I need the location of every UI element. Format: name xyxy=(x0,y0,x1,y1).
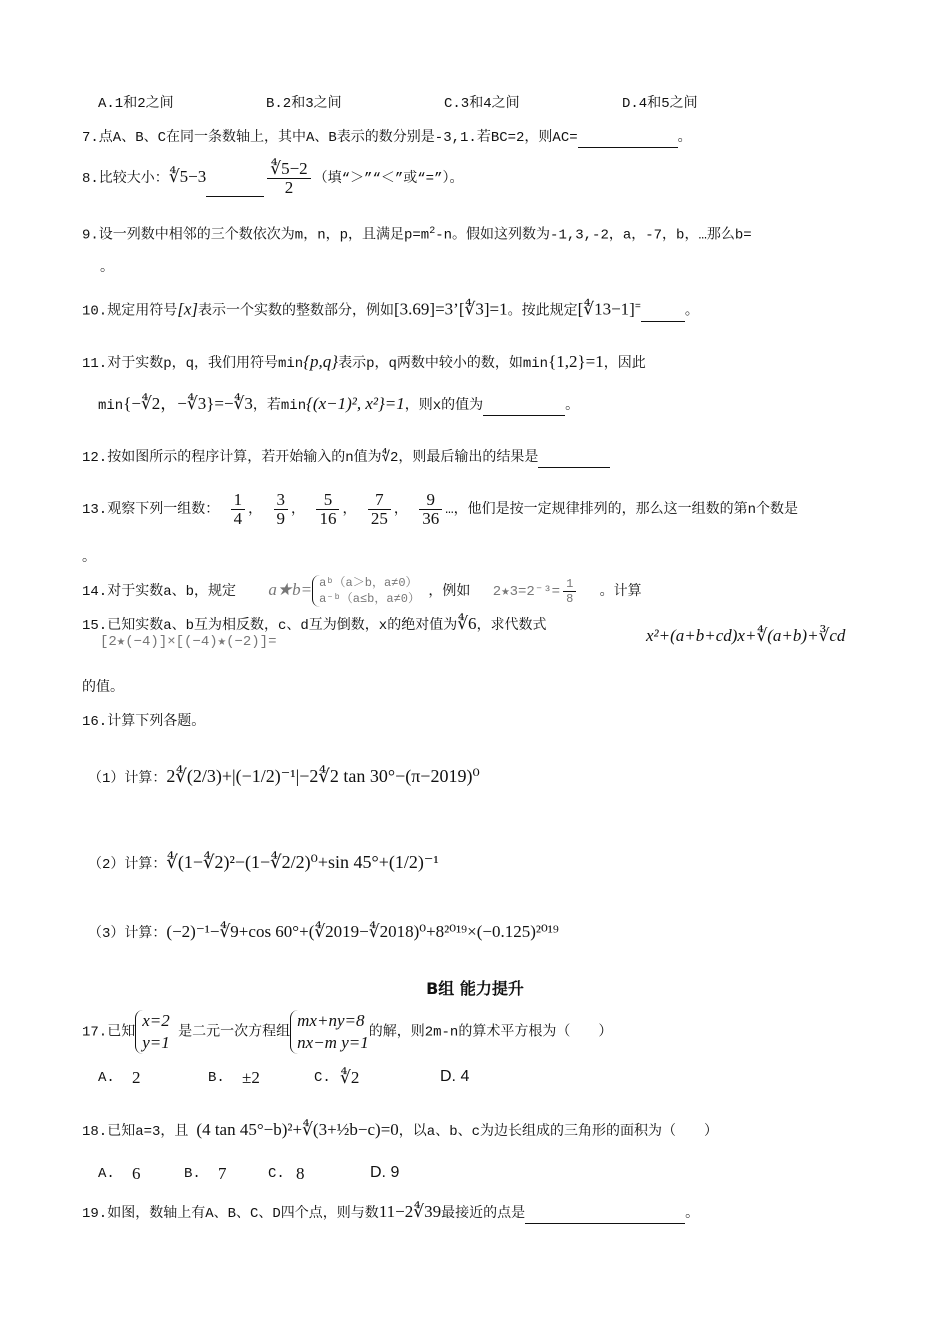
question-18 xyxy=(82,1120,718,1142)
q10-answer-blank xyxy=(641,311,685,322)
q18-option-a: 6 xyxy=(132,1164,141,1183)
q16-part-1 xyxy=(88,766,480,789)
q8-prefix: 8.比较大小： xyxy=(82,171,169,188)
q8-left-expr: ∜5−3 xyxy=(168,167,207,187)
q8-frac-num: ∜5−2 xyxy=(267,160,310,179)
q16-p2-label: （2）计算： xyxy=(88,857,167,873)
q16-p3-expr: (−2)⁻¹−∜9+cos 60°+(∜2019−∜2018)⁰+8²⁰¹⁹×(−0.125)²⁰¹⁹ xyxy=(166,922,559,941)
q13-frac-5-num: 9 xyxy=(419,491,442,510)
q14-tail: 。计算 xyxy=(599,584,642,600)
q13-frac-3-den: 16 xyxy=(319,508,337,528)
q8-suffix: （填“＞”“＜”或“=”）。 xyxy=(313,171,464,188)
q14-example-label: ，例如 xyxy=(428,584,471,600)
q16-p1-expr: 2∜(2/3)+|(−1/2)⁻¹|−2∜2 tan 30°−(π−2019)⁰ xyxy=(166,766,480,786)
q17-option-a-label: A. xyxy=(98,1070,115,1086)
q18-option-b: 7 xyxy=(218,1164,227,1183)
q13-suffix: …，他们是按一定规律排列的，那么这一组数的第n个数是 xyxy=(445,502,799,518)
q17-prefix: 17.已知 xyxy=(82,1024,136,1041)
question-13: 13.观察下列一组数： $\frac{1}{4}$ ， $\frac{3}{9}$ ， $\frac{5}{16}$ ， $\frac{7}{25}$ ， $\frac{9}{36}$ …，他们是按一定规律排列的，那么这一组数的第n个数是 xyxy=(82,489,799,528)
q10-example-2: [∜3]=1 xyxy=(458,299,508,319)
q8-frac-den: 2 xyxy=(284,178,294,197)
q14-example-num: 1 xyxy=(563,577,576,592)
question-10 xyxy=(82,298,699,322)
q17-option-b-label: B. xyxy=(208,1070,225,1086)
q13-frac-1-num: 1 xyxy=(231,491,246,510)
q14-case-1: aᵇ（a＞b，a≠0） xyxy=(319,576,418,591)
q11-min-label: min xyxy=(98,398,124,414)
q17-option-c: ∜2 xyxy=(340,1068,360,1087)
q15-text: 15.已知实数a、b互为相反数，c、d互为倒数，x的绝对值为 xyxy=(82,618,458,634)
q17-mid: 是二元一次方程组 xyxy=(178,1024,291,1041)
q18-suffix: ，以a、b、c为边长组成的三角形的面积为（ ） xyxy=(398,1124,718,1140)
question-14 xyxy=(82,572,642,610)
q15-line2: 的值。 xyxy=(82,680,124,696)
q18-option-d: D. 9 xyxy=(370,1164,400,1181)
q9-line2: 。 xyxy=(100,260,114,276)
q19-expr: 11−2∜39 xyxy=(378,1202,442,1221)
q15-mid: ，求代数式 xyxy=(476,618,547,634)
q17-equation-1: mx+ny=8 xyxy=(297,1011,365,1030)
q9-line1b: -n。假如这列数为-1,3,-2，a，-7，b，…那么b= xyxy=(435,227,752,244)
q18-prefix: 18.已知a=3，且 xyxy=(82,1124,189,1140)
q17-option-c-label: C. xyxy=(314,1070,331,1086)
q6-option-c: C.3和4之间 xyxy=(444,96,520,112)
q13-frac-2-den: 9 xyxy=(276,508,286,528)
q10-mid2: 。按此规定 xyxy=(507,303,578,320)
q17-solution-x: x=2 xyxy=(142,1011,170,1030)
q13-frac-5-den: 36 xyxy=(422,508,440,528)
q12-answer-blank xyxy=(538,451,610,468)
q17-option-d: D. 4 xyxy=(440,1068,470,1085)
q11-example: {1,2}=1 xyxy=(548,352,604,371)
q16-p2-expr: ∜(1−∜2)²−(1−∜2/2)⁰+sin 45°+(1/2)⁻¹ xyxy=(166,852,439,872)
q17-suffix: 的解，则2m-n的算术平方根为（ ） xyxy=(368,1024,613,1041)
q18-option-c-label: C. xyxy=(268,1166,285,1182)
q11-condition-label: ，若min xyxy=(252,398,307,414)
q14-prefix: 14.对于实数a、b，规定 xyxy=(82,584,237,600)
q11-set-pq: {p,q} xyxy=(303,352,339,371)
q10-symbol: [x] xyxy=(177,299,198,319)
q13-frac-4-den: 25 xyxy=(370,508,388,528)
section-b-heading: B组 能力提升 xyxy=(426,979,524,998)
q7-text: 7.点A、B、C在同一条数轴上，其中A、B表示的数分别是-3,1.若BC=2，则AC= xyxy=(82,130,578,146)
q13-frac-1-den: 4 xyxy=(233,508,243,528)
q17-option-b: ±2 xyxy=(242,1068,260,1087)
q18-expr: (4 tan 45°−b)²+∜(3+½b−c)=0 xyxy=(196,1120,399,1139)
q7-answer-blank xyxy=(578,131,678,148)
question-11-line2 xyxy=(98,394,579,416)
q17-option-a: 2 xyxy=(132,1068,141,1087)
q19-suffix: 最接近的点是 xyxy=(441,1206,526,1222)
q11-question: ，则x的值为 xyxy=(404,398,484,414)
q10-prefix: 10.规定用符号 xyxy=(82,303,178,320)
question-12 xyxy=(82,448,610,468)
q13-line2: 。 xyxy=(82,550,96,566)
q11-end: 。 xyxy=(565,398,580,414)
q18-option-a-label: A. xyxy=(98,1166,115,1182)
q19-answer-blank xyxy=(525,1207,685,1224)
question-8 xyxy=(82,160,463,197)
q14-definition: a★b= xyxy=(268,580,313,599)
q17-equation-2: nx−m y=1 xyxy=(297,1033,369,1052)
q19-prefix: 19.如图，数轴上有A、B、C、D四个点，则与数 xyxy=(82,1206,379,1222)
q10-expr: [∜13−1] xyxy=(577,299,635,319)
q15-expression: x²+(a+b+cd)x+∜(a+b)+∛cd xyxy=(646,626,846,645)
q11-line1a: 11.对于实数p，q，我们用符号min xyxy=(82,356,304,372)
q18-option-b-label: B. xyxy=(184,1166,201,1182)
q12-text: 12.按如图所示的程序计算，若开始输入的n值为∜2，则最后输出的结果是 xyxy=(82,450,539,466)
question-19 xyxy=(82,1202,699,1224)
q16-p3-label: （3）计算： xyxy=(88,926,167,942)
question-17 xyxy=(82,1010,612,1055)
q14-example: 2★3=2⁻³= xyxy=(492,584,561,600)
q13-prefix: 13.观察下列一组数： xyxy=(82,502,220,518)
q11-answer-blank xyxy=(483,399,565,416)
q11-condition-expr: {(x−1)², x²}=1 xyxy=(306,394,405,413)
q16-part-2 xyxy=(88,852,439,875)
question-15 xyxy=(82,614,547,636)
question-16-title: 16.计算下列各题。 xyxy=(82,714,206,730)
q10-tail: = xyxy=(634,302,641,313)
q11-min-expr: {−∜2，−∜3}=−∜3 xyxy=(123,394,253,413)
question-11 xyxy=(82,352,646,374)
q11-line1c: 表示p，q两数中较小的数，如min xyxy=(338,356,549,372)
q14-line2: [2★(−4)]×[(−4)★(−2)]= xyxy=(100,634,277,650)
question-7 xyxy=(82,128,692,148)
q17-solution-y: y=1 xyxy=(142,1033,170,1052)
q14-example-den: 8 xyxy=(566,591,574,606)
q7-end: 。 xyxy=(677,130,692,146)
q13-frac-2-num: 3 xyxy=(274,491,289,510)
q14-case-2: a⁻ᵇ（a≤b，a≠0） xyxy=(319,592,420,607)
q6-option-d: D.4和5之间 xyxy=(622,96,698,112)
q13-frac-3-num: 5 xyxy=(316,491,339,510)
q6-option-a: A.1和2之间 xyxy=(98,96,174,112)
q6-option-b: B.2和3之间 xyxy=(266,96,342,112)
q16-part-3 xyxy=(88,922,559,944)
question-9 xyxy=(82,222,752,246)
q9-line1: 9.设一列数中相邻的三个数依次为m，n，p，且满足p=m xyxy=(82,227,430,244)
q10-mid: 表示一个实数的整数部分，例如 xyxy=(198,303,394,320)
q16-p1-label: （1）计算： xyxy=(88,771,167,787)
q8-answer-blank xyxy=(206,180,264,197)
q10-example-1: [3.69]=3’ xyxy=(394,299,459,319)
q19-end: 。 xyxy=(685,1206,700,1222)
q11-line1e: ，因此 xyxy=(603,356,646,372)
q15-value: ∜6 xyxy=(457,614,477,633)
q18-option-c: 8 xyxy=(296,1164,305,1183)
q10-end: 。 xyxy=(684,303,699,320)
q13-frac-4-num: 7 xyxy=(368,491,391,510)
q9-sup: 2 xyxy=(429,226,436,237)
